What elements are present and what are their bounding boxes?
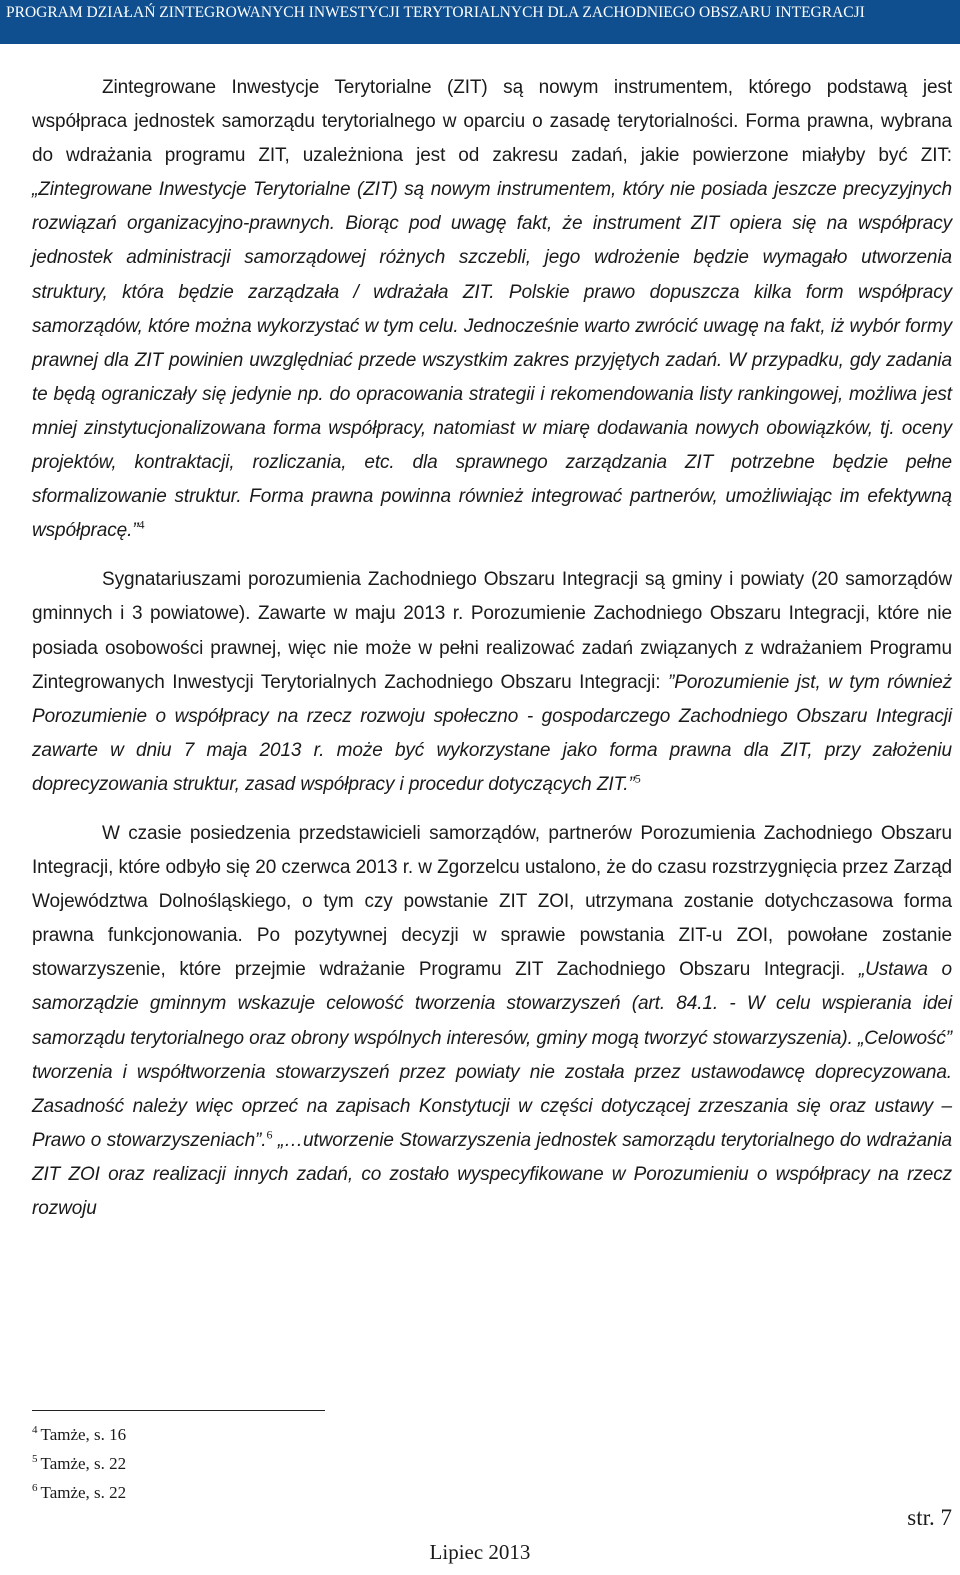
footnote-text: Tamże, s. 22 <box>40 1454 127 1473</box>
header-title: PROGRAM DZIAŁAŃ ZINTEGROWANYCH INWESTYCJI TERYTORIALNYCH DLA ZACHODNIEGO OBSZARU INTEGRACJI <box>6 4 865 21</box>
paragraph-3 <box>32 817 952 1226</box>
paragraph-1 <box>32 71 952 548</box>
quotation-text: „Zintegrowane Inwestycje Terytorialne (ZIT) są nowym instrumentem, który nie posiada jeszcze precyzyjnych rozwiązań organizacyjno-prawnych. Biorąc pod uwagę fakt, że instrument ZIT opiera się na współpracy jednostek administracji samorządowej różnych szczebli, jego wdrożenie będzie wymagało utworzenia struktury, która będzie zarządzała / wdrażała ZIT. Polskie prawo dopuszcza kilka form współpracy samorządów, które można wykorzystać w tym celu. Jednocześnie warto zwrócić uwagę na fakt, iż wybór formy prawnej dla ZIT powinien uwzględniać przede wszystkim zakres przyjętych zadań. W przypadku, gdy zadania te będą ograniczały się jedynie np. do opracowania strategii i rekomendowania listy rankingowej, możliwa jest mniej zinstytucjonalizowana forma współpracy, natomiast w miarę dodawania nowych obowiązków, tj. oceny projektów, kontraktacji, rozliczania, etc. dla sprawnego zarządzania ZIT potrzebne będzie pełne sformalizowanie struktur. Forma prawna powinna również integrować partnerów, umożliwiając im efektywną współpracę.” <box>32 179 952 542</box>
footnotes <box>32 1418 126 1505</box>
paragraph-text: W czasie posiedzenia przedstawicieli samorządów, partnerów Porozumienia Zachodniego Obszaru Integracji, które odbyło się 20 czerwca 2013 r. w Zgorzelcu ustalono, że do czasu rozstrzygnięcia przez Zarząd Województwa Dolnośląskiego, o tym czy powstanie ZIT ZOI, utrzymana zostanie dotychczasowa forma prawna funkcjonowania. Po pozytywnej decyzji w sprawie powstania ZIT-u ZOI, powołane zostanie stowarzyszenie, które przejmie wdrażanie Programu ZIT Zachodniego Obszaru Integracji. <box>32 822 952 981</box>
footnote-separator <box>32 1410 325 1411</box>
footnote-item <box>32 1476 126 1505</box>
footnote-number: 4 <box>32 1424 38 1436</box>
footnote-text: Tamże, s. 16 <box>40 1425 127 1444</box>
quotation-text: „Ustawa o samorządzie gminnym wskazuje celowość tworzenia stowarzyszeń (art. 84.1. - W celu wspierania idei samorządu terytorialnego oraz obrony wspólnych interesów, gminy mogą tworzyć stowarzyszenia). „Celowość” tworzenia i współtworzenia stowarzyszeń przez powiaty nie została przez ustawodawcę doprecyzowana. Zasadność należy więc oprzeć na zapisach Konstytucji w części dotyczącej zrzeszania się oraz ustawy – Prawo o stowarzyszeniach”. <box>32 959 952 1151</box>
paragraph-text: Sygnatariuszami porozumienia Zachodniego Obszaru Integracji są gminy i powiaty (20 samorządów gminnych i 3 powiatowe). Zawarte w maju 2013 r. Porozumienie Zachodniego Obszaru Integracji, które nie posiada osobowości prawnej, więc nie może w pełni realizować zadań związanych z wdrażaniem Programu Zintegrowanych Inwestycji Terytorialnych Zachodniego Obszaru Integracji: <box>32 569 952 693</box>
footnote-ref: 4 <box>138 517 145 532</box>
paragraph-2 <box>32 563 952 802</box>
footnote-ref: 6 <box>266 1127 273 1142</box>
quotation-text: ”Porozumienie jst, w tym również Porozumienie o współpracy na rzecz rozwoju społeczno - gospodarczego Zachodniego Obszaru Integracji zawarte w dniu 7 maja 2013 r. może być wykorzystane jako forma prawna dla ZIT, przy założeniu doprecyzowania struktur, zasad współpracy i procedur dotyczących ZIT.” <box>32 671 952 795</box>
document-header <box>0 0 960 44</box>
footnote-text: Tamże, s. 22 <box>40 1483 127 1502</box>
footnote-ref: 5 <box>634 771 641 786</box>
footnote-number: 5 <box>32 1453 38 1465</box>
paragraph-text: Zintegrowane Inwestycje Terytorialne (ZIT) są nowym instrumentem, którego podstawą jest współpraca jednostek samorządu terytorialnego w oparciu o zasadę terytorialności. Forma prawna, wybrana do wdrażania programu ZIT, uzależniona jest od zakresu zadań, jakie powierzone miałyby być ZIT: <box>32 77 952 167</box>
page-number: str. 7 <box>907 1505 952 1530</box>
footer-date: Lipiec 2013 <box>429 1540 531 1564</box>
quotation-text: „…utworzenie Stowarzyszenia jednostek samorządu terytorialnego do wdrażania ZIT ZOI oraz realizacji innych zadań, co zostało wyspecyfikowane w Porozumieniu o współpracy na rzecz rozwoju <box>32 1129 952 1219</box>
footnote-item <box>32 1418 126 1447</box>
footnote-number: 6 <box>32 1482 38 1494</box>
footnote-item <box>32 1447 126 1476</box>
document-body <box>32 71 952 1226</box>
